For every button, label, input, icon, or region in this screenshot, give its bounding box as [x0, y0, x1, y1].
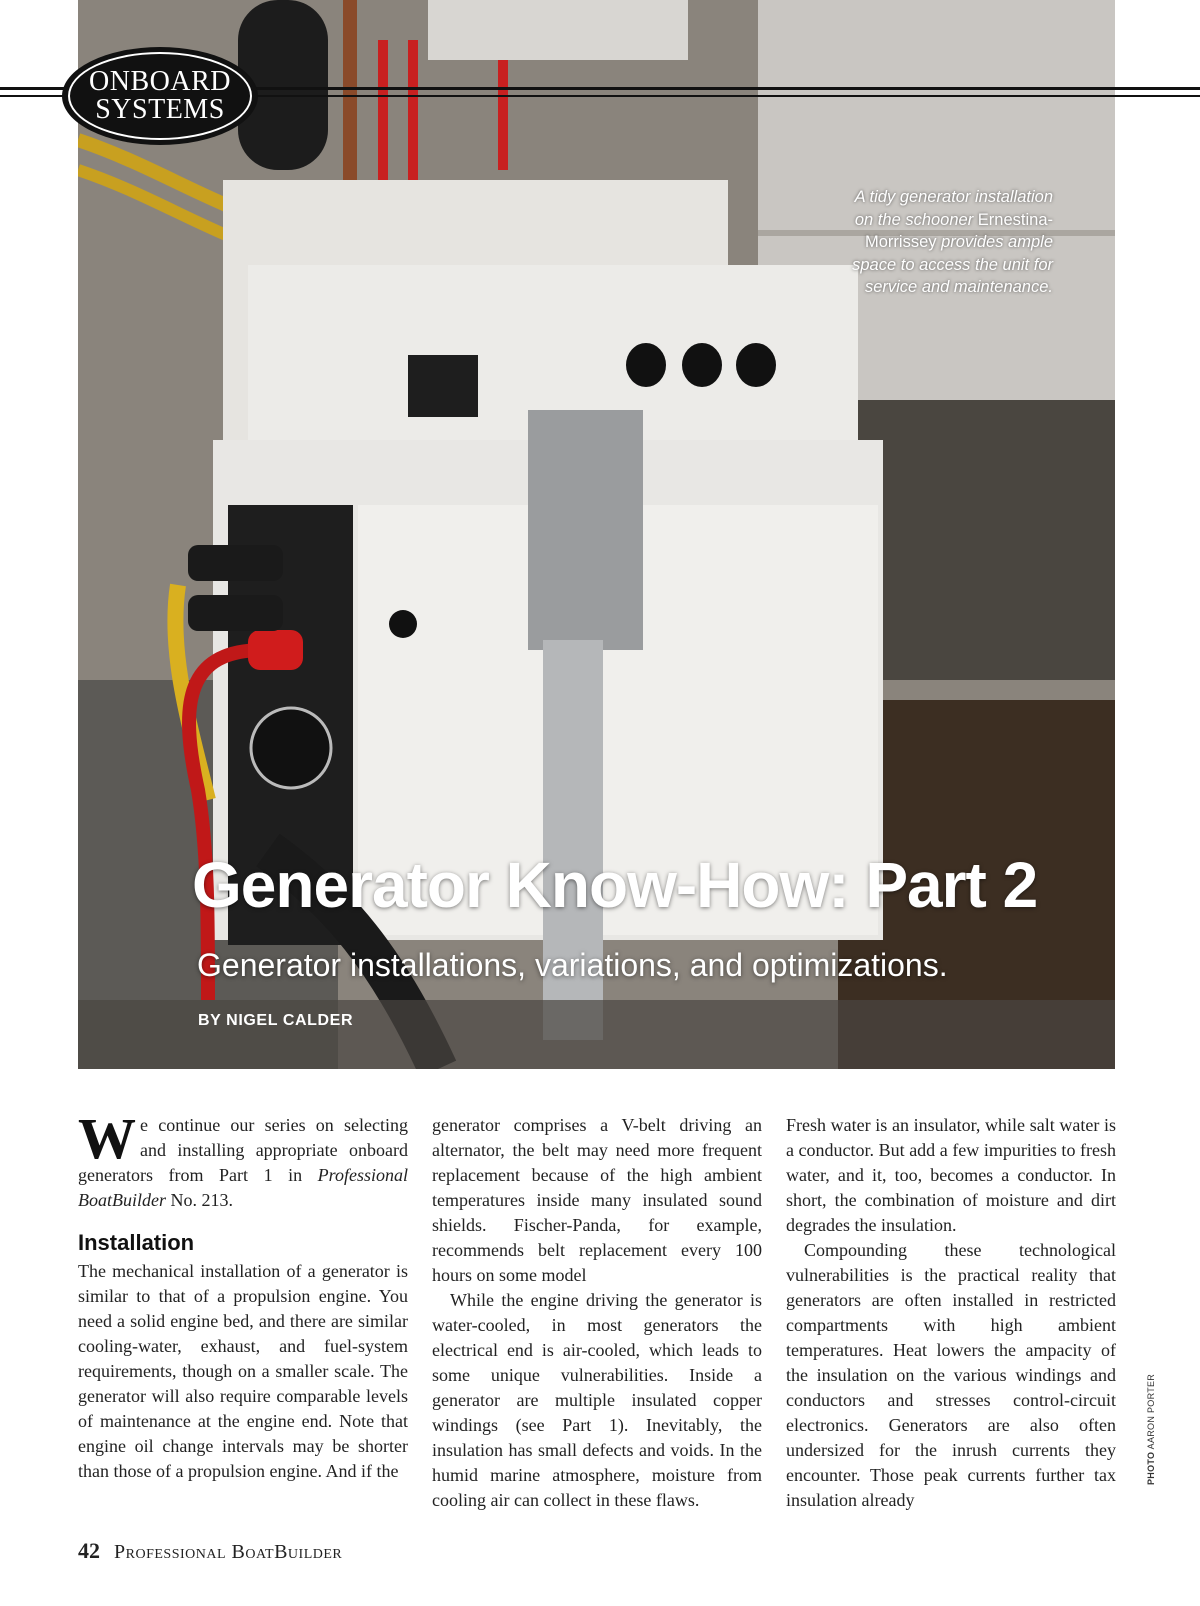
paragraph-1-start: The mechanical installation of a generator is similar to that of a propulsion engine. You need a solid engine bed, and there are similar cooling-water, exhaust, and fuel-system requirements, though on a smaller scale. The generator will also require comparable levels of maintenance at the engine end. Note that engine oil change intervals may be shorter than those of a propulsion engine. And if the [78, 1261, 408, 1481]
paragraph-1-source [0, 0, 1, 1]
hero-photo [78, 0, 1115, 1069]
body-column-2 [432, 1113, 762, 1513]
publication-name: Professional BoatBuilder [114, 1541, 343, 1563]
section-badge [62, 47, 258, 145]
article-title: Generator Know-How: Part 2 [192, 849, 1038, 921]
badge-line-1: ONBOARD [89, 66, 231, 97]
page-number: 42 [78, 1538, 100, 1563]
article-subtitle: Generator installations, variations, and optimizations. [197, 947, 948, 983]
section-heading: Installation [78, 1230, 195, 1255]
drop-cap: W [78, 1106, 136, 1171]
body-column-1 [78, 1106, 408, 1484]
intro-paragraph: We continue our series on selecting and installing appropriate onboard generators from Part 1 in Professional BoatBuilder No. 213. [78, 1106, 408, 1210]
paragraph-2-end: Fresh water is an insulator, while salt water is a conductor. But add a few impurities to fresh water, and it, too, becomes a conductor. In short, the combination of moisture and dirt degrades the insulation. [786, 1115, 1116, 1235]
photo-credit: PHOTO AARON PORTER [1146, 1373, 1156, 1485]
body-column-3 [786, 1113, 1116, 1513]
page-footer [78, 1538, 342, 1564]
photo-caption: A tidy generator installation on the schooner Ernestina-Morrissey provides ample space to access the unit for service and maintenance. [852, 188, 1053, 296]
badge-line-2: SYSTEMS [95, 94, 225, 125]
paragraph-1-end: generator comprises a V-belt driving an alternator, the belt may need more frequent replacement because of the high ambient temperatures inside many insulated sound shields. Fischer-Panda, for example, recommends belt replacement every 100 hours on some model [432, 1115, 762, 1285]
paragraph-3: Compounding these technological vulnerabilities is the practical reality that generators are often installed in restricted compartments with high ambient temperatures. Heat lowers the ampacity of the insulation on the various windings and conductors and stresses control-circuit electronics. Generators are also often undersized for the inrush currents they encounter. Those peak currents further tax insulation already [786, 1240, 1116, 1510]
byline: BY NIGEL CALDER [198, 1012, 354, 1029]
paragraph-2-start: While the engine driving the generator is water-cooled, in most generators the electrical end is air-cooled, which leads to some unique vulnerabilities. Inside a generator are multiple insulated copper windings (see Part 1). Inevitably, the insulation has small defects and voids. In the humid marine atmosphere, moisture from cooling air can collect in these flaws. [432, 1290, 762, 1510]
